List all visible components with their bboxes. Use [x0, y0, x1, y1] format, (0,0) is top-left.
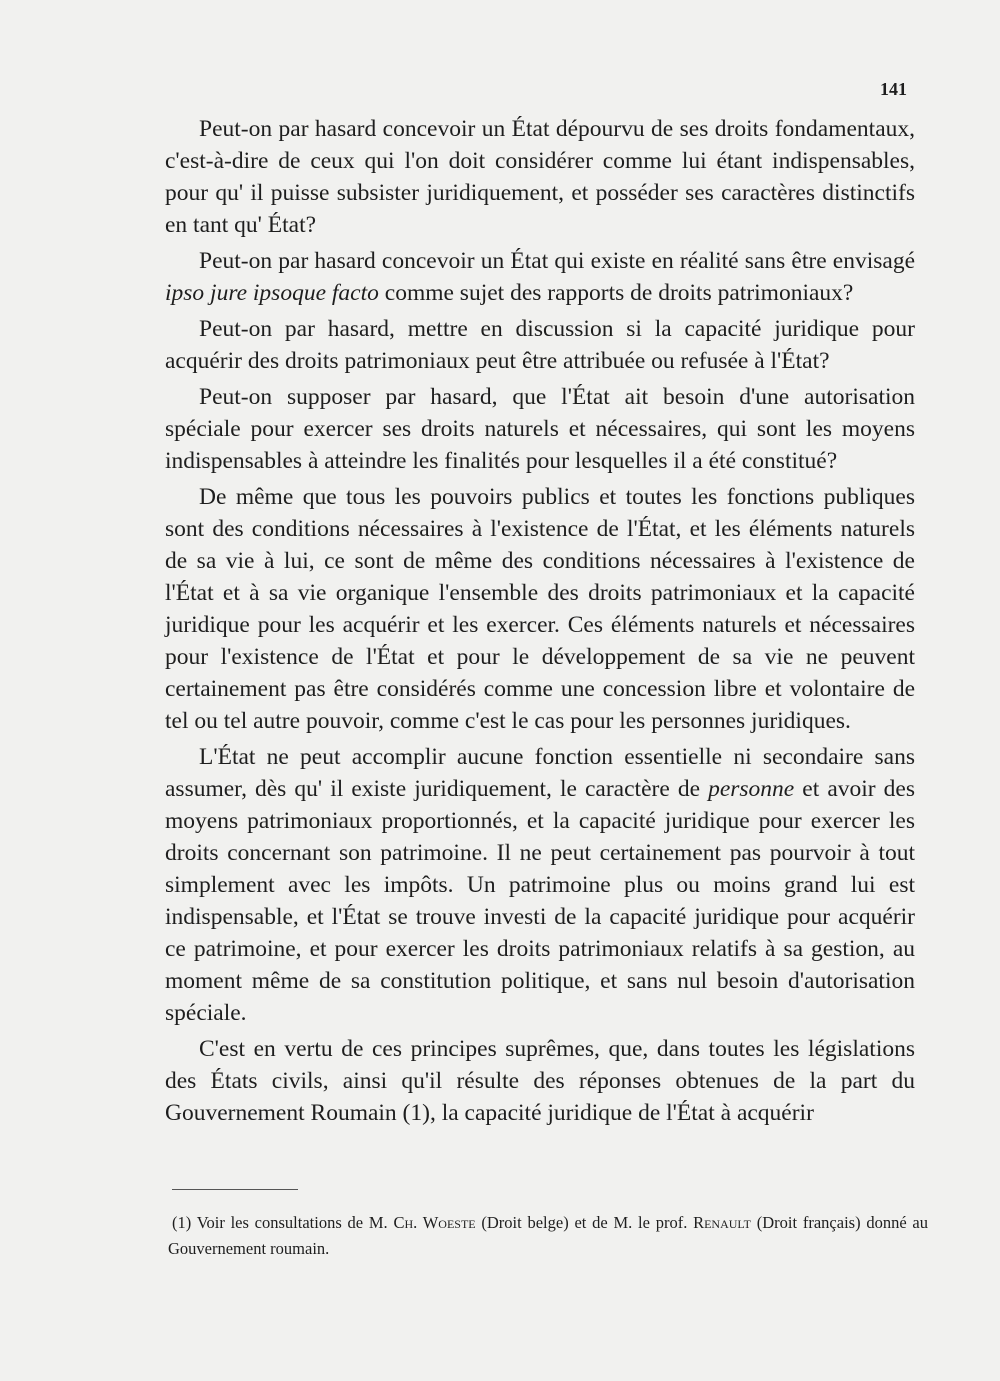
- footnote-divider: [172, 1189, 298, 1190]
- paragraph-text: Peut-on supposer par hasard, que l'État ait besoin d'une autorisation spéciale pour exercer ses droits naturels et nécessaires, qui sont les moyens indispensables à atteindre les finalités pour lesquelles il a été constitué?: [165, 384, 915, 474]
- footnote: [168, 1210, 928, 1262]
- author-name: Ch. Woeste: [393, 1213, 476, 1232]
- paragraph-5: [165, 481, 915, 737]
- body-text: [165, 113, 915, 1133]
- page-number: 141: [880, 79, 907, 99]
- paragraph-text: Peut-on par hasard concevoir un État dépourvu de ses droits fondamentaux, c'est-à-dire de ceux qui l'on doit considérer comme lui étant indispensables, pour qu' il puisse subsister juridiquement, et posséder ses caractères distinctifs en tant qu' État?: [165, 116, 915, 238]
- footnote-segment: (Droit français) donné au Gouvernement roumain.: [168, 1213, 928, 1258]
- footnote-text: [168, 1210, 928, 1262]
- paragraph-1: [165, 113, 915, 241]
- paragraph-text: C'est en vertu de ces principes suprêmes, que, dans toutes les législations des États civils, ainsi qu'il résulte des réponses obtenues de la part du Gouvernement Roumain (1), la capacité juridique de l'État à acquérir: [165, 1036, 915, 1126]
- paragraph-6: [165, 741, 915, 1029]
- author-name: Renault: [693, 1213, 751, 1232]
- footnote-segment: (1) Voir les consultations de M.: [172, 1213, 394, 1232]
- paragraph-7: [165, 1033, 915, 1129]
- footnote-segment: (Droit belge) et de M. le prof.: [475, 1213, 694, 1232]
- paragraph-text: et avoir des moyens patrimoniaux proportionnés, et la capacité juridique pour exercer les droits concernant son patrimoine. Il ne peut certainement pas pourvoir à tout simplement avec les impôts. Un patrimoine plus ou moins grand lui est indispensable, et l'État se trouve investi de la capacité juridique pour acquérir ce patrimoine, et pour exercer les droits patrimoniaux relatifs à sa gestion, au moment même de sa constitution politique, et sans nul besoin d'autorisation spéciale.: [165, 776, 916, 1026]
- paragraph-2: [165, 245, 915, 309]
- paragraph-text: L'État ne peut accomplir aucune fonction essentielle ni secondaire sans assumer, dès qu' il existe juridiquement, le caractère de: [165, 744, 915, 802]
- paragraph-4: [165, 381, 915, 477]
- paragraph-text: Peut-on par hasard concevoir un État qui existe en réalité sans être envisagé: [199, 248, 915, 274]
- paragraph-text: comme sujet des rapports de droits patrimoniaux?: [378, 280, 854, 306]
- paragraph-text: De même que tous les pouvoirs publics et toutes les fonctions publiques sont des conditions nécessaires à l'existence de l'État, et les éléments naturels de sa vie à lui, ce sont de même des conditions nécessaires à l'existence de l'État et à sa vie organique l'ensemble des droits patrimoniaux et la capacité juridique pour les acquérir et les exercer. Ces éléments naturels et nécessaires pour l'existence de l'État et pour le développement de sa vie ne peuvent certainement pas être considérés comme une concession libre et volontaire de tel ou tel autre pouvoir, comme c'est le cas pour les personnes juridiques.: [165, 484, 915, 734]
- paragraph-text: Peut-on par hasard, mettre en discussion si la capacité juridique pour acquérir des droits patrimoniaux peut être attribuée ou refusée à l'État?: [165, 316, 915, 374]
- emphasized-word: personne: [708, 776, 795, 802]
- paragraph-3: [165, 313, 915, 377]
- latin-phrase: ipso jure ipsoque facto: [165, 280, 379, 306]
